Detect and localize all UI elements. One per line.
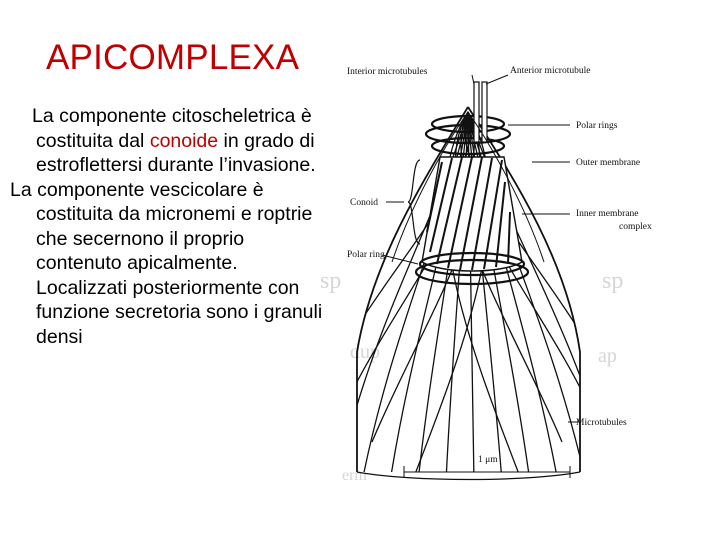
paragraph-text-end: in grado di estroflettersi durante l’invasione. bbox=[36, 129, 316, 176]
label-scale: 1 μm bbox=[478, 455, 498, 465]
ghost-text: erm bbox=[342, 467, 367, 484]
label-outer-membrane: Outer membrane bbox=[576, 158, 641, 168]
ghost-text: sp bbox=[320, 268, 342, 294]
label-microtubules: Microtubules bbox=[576, 418, 627, 428]
label-anterior-microtubule: Anterior microtubule bbox=[510, 66, 591, 76]
paragraph-cytoskeleton bbox=[10, 104, 325, 178]
label-polar-rings: Polar rings bbox=[576, 121, 618, 131]
ghost-text: sp bbox=[602, 268, 624, 294]
cell-base bbox=[357, 472, 580, 480]
interior-microtubules-shape bbox=[474, 82, 487, 142]
label-interior-microtubules: Interior microtubules bbox=[347, 67, 428, 77]
leader-lines bbox=[382, 75, 580, 478]
ghost-text: dup bbox=[350, 341, 380, 363]
apical-complex-drawing bbox=[320, 52, 692, 484]
label-inner-membrane: Inner membrane bbox=[576, 209, 639, 219]
label-conoid: Conoid bbox=[350, 198, 378, 208]
apical-complex-diagram bbox=[320, 52, 692, 484]
conoid-brace bbox=[408, 160, 420, 244]
paragraph-text: La componente citoscheletrica è costituita dal bbox=[32, 105, 312, 152]
ghost-text: ap bbox=[598, 345, 617, 367]
label-polar-ring: Polar ring bbox=[347, 250, 385, 260]
paragraph-vesicles: La componente vescicolare è costituita da micronemi e roptrie che secernono il proprio contenuto apicalmente. Localizzati posteriormente con funzione secretoria sono i granuli densi bbox=[10, 178, 323, 348]
conoide-highlight: conoide bbox=[149, 129, 219, 152]
slide-body bbox=[10, 104, 325, 349]
label-complex: complex bbox=[619, 222, 652, 232]
slide-title: APICOMPLEXA bbox=[46, 38, 300, 77]
